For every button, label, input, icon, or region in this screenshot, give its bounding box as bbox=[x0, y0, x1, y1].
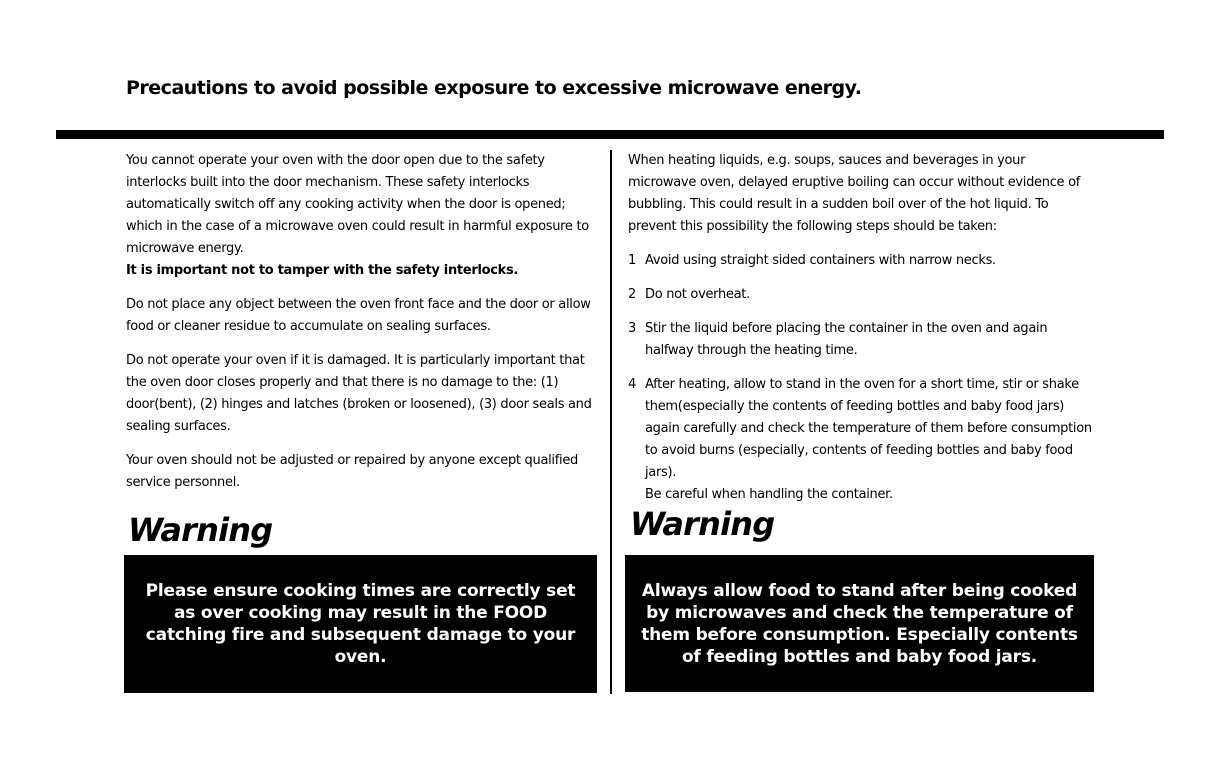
step-number: 1 bbox=[628, 253, 636, 268]
warning-box-left bbox=[124, 555, 597, 693]
warning-box-right bbox=[625, 555, 1094, 692]
step-item bbox=[628, 250, 1094, 272]
warning-box-text: Please ensure cooking times are correctly set as over cooking may result in the FOOD catching fire and subsequent damage to your oven. bbox=[145, 581, 576, 667]
column-divider bbox=[610, 150, 612, 694]
steps-list bbox=[628, 250, 1094, 506]
step-extra-text: Be careful when handling the container. bbox=[645, 487, 893, 502]
page-title: Precautions to avoid possible exposure to excessive microwave energy. bbox=[126, 77, 862, 99]
interlock-warning-bold: It is important not to tamper with the safety interlocks. bbox=[126, 263, 519, 278]
step-number: 3 bbox=[628, 321, 636, 336]
object-paragraph: Do not place any object between the oven front face and the door or allow food or cleaner residue to accumulate on sealing surfaces. bbox=[126, 297, 591, 334]
step-text: After heating, allow to stand in the oven for a short time, stir or shake them(especially the contents of feeding bottles and baby food jars) again carefully and check the temperature of them before consumption to avoid burns (especially, contents of feeding bottles and baby food jars). bbox=[645, 377, 1092, 480]
liquids-intro-paragraph: When heating liquids, e.g. soups, sauces and beverages in your microwave oven, delayed eruptive boiling can occur without evidence of bubbling. This could result in a sudden boil over of the hot liquid. To prevent this possibility the following steps should be taken: bbox=[628, 153, 1080, 234]
damage-paragraph: Do not operate your oven if it is damaged. It is particularly important that the oven door closes properly and that there is no damage to the: (1) door(bent), (2) hinges and latches (broken or loosened), (3) door seals and sealing surfaces. bbox=[126, 353, 592, 434]
step-number: 2 bbox=[628, 287, 636, 302]
step-item bbox=[628, 318, 1094, 362]
step-text: Do not overheat. bbox=[645, 287, 750, 302]
left-column bbox=[126, 150, 598, 506]
warning-heading-right: Warning bbox=[630, 505, 775, 543]
warning-heading-left: Warning bbox=[128, 511, 273, 549]
step-text: Avoid using straight sided containers with narrow necks. bbox=[645, 253, 996, 268]
step-item bbox=[628, 284, 1094, 306]
header-rule bbox=[56, 130, 1164, 139]
interlock-paragraph bbox=[126, 150, 598, 282]
service-paragraph: Your oven should not be adjusted or repaired by anyone except qualified service personnel. bbox=[126, 453, 578, 490]
interlock-text: You cannot operate your oven with the door open due to the safety interlocks built into the door mechanism. These safety interlocks automatically switch off any cooking activity when the door is opened; which in the case of a microwave oven could result in harmful exposure to microwave energy. bbox=[126, 153, 589, 256]
warning-box-text: Always allow food to stand after being cooked by microwaves and check the temperature of them before consumption. Especially contents of feeding bottles and baby food jars. bbox=[641, 580, 1078, 667]
step-item bbox=[628, 374, 1094, 506]
step-number: 4 bbox=[628, 377, 636, 392]
right-column bbox=[628, 150, 1094, 518]
step-text: Stir the liquid before placing the container in the oven and again halfway through the heating time. bbox=[645, 321, 1048, 358]
step-text-block bbox=[645, 374, 1094, 506]
